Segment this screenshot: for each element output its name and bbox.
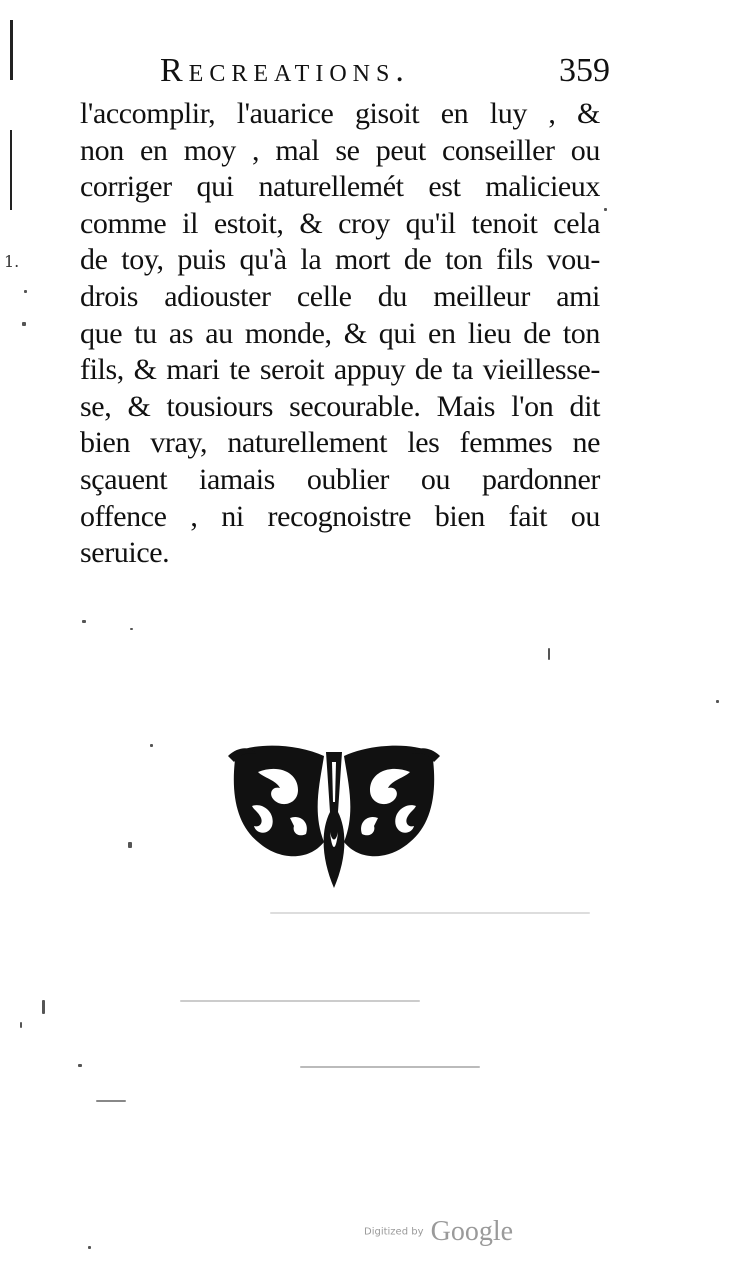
text-line: comme il estoit, & croy qu'il tenoit cela	[80, 206, 600, 240]
print-speck	[270, 912, 590, 914]
print-speck	[96, 1100, 126, 1102]
text-line: offence , ni recognoistre bien fait ou	[80, 499, 600, 533]
running-title: Recreations.	[160, 52, 410, 89]
text-line: drois adiouster celle du meilleur ami	[80, 279, 600, 313]
print-speck	[130, 628, 133, 630]
text-line: se, & tousiours secourable. Mais l'on dit	[80, 389, 600, 423]
print-speck	[128, 842, 132, 848]
print-speck	[716, 700, 719, 703]
body-text	[80, 96, 600, 572]
print-speck	[42, 1000, 45, 1014]
print-speck	[82, 620, 86, 623]
floral-tailpiece-icon	[228, 742, 440, 890]
text-line: fils, & mari te seroit appuy de ta vieillesse-	[80, 353, 600, 387]
google-logo: Google	[430, 1216, 514, 1247]
print-speck	[604, 208, 607, 211]
print-speck	[24, 290, 27, 293]
text-line: sçauent iamais oublier ou pardonner	[80, 462, 600, 496]
gutter-rule	[10, 130, 12, 210]
print-speck	[300, 1066, 480, 1068]
print-speck	[180, 1000, 420, 1002]
gutter-rule	[10, 20, 13, 80]
print-speck	[88, 1246, 91, 1249]
digitized-by-label: Digitized by	[364, 1226, 424, 1238]
print-speck	[20, 1022, 22, 1028]
text-line: seruice.	[80, 536, 170, 570]
digitized-watermark	[364, 1216, 513, 1252]
text-line: non en moy , mal se peut conseiller ou	[80, 133, 600, 167]
text-line: que tu as au monde, & qui en lieu de ton	[80, 316, 600, 350]
text-line: de toy, puis qu'à la mort de ton fils vou-	[80, 243, 600, 277]
print-speck	[22, 322, 26, 326]
print-speck	[548, 648, 550, 660]
running-header	[160, 52, 610, 92]
print-speck	[150, 744, 153, 747]
margin-numeral: 1.	[4, 252, 20, 271]
page-number: 359	[559, 52, 610, 89]
text-line: l'accomplir, l'auarice gisoit en luy , &	[80, 97, 600, 130]
text-line: bien vray, naturellement les femmes ne	[80, 426, 600, 460]
print-speck	[78, 1064, 82, 1067]
text-line: corriger qui naturellemét est malicieux	[80, 170, 600, 204]
